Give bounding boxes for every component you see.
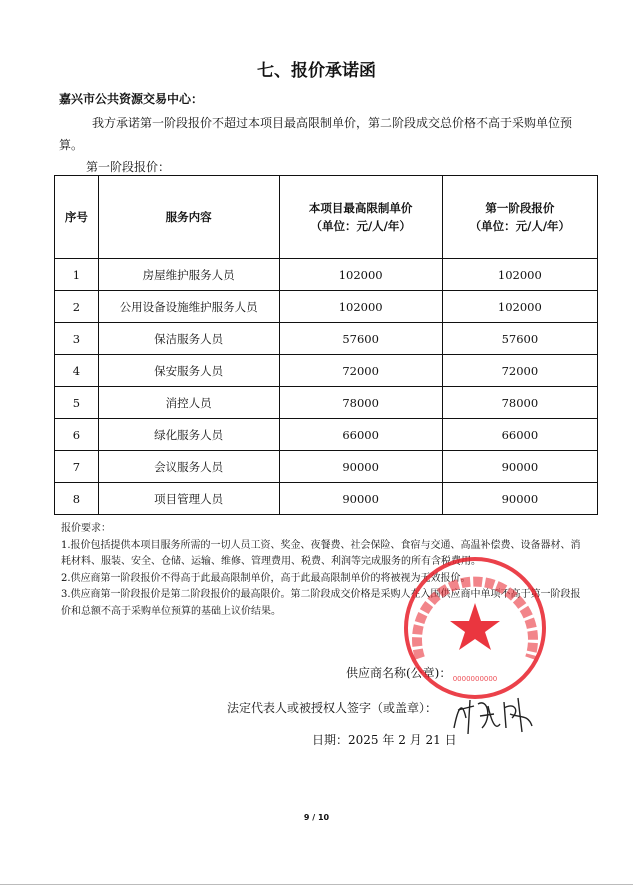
header-quote-line1: 第一阶段报价 [485,201,555,215]
date-month-unit: 月 [409,733,422,747]
svg-text:0000000000: 0000000000 [452,675,498,683]
cell-service: 公用设备设施维护服务人员 [98,291,279,323]
cell-service: 绿化服务人员 [98,419,279,451]
cell-service: 项目管理人员 [98,483,279,515]
cell-quote: 72000 [442,355,597,387]
handwritten-signature [448,688,538,740]
bottom-divider [0,884,633,885]
representative-label: 法定代表人或被授权人签字（或盖章）： [227,701,438,715]
table-row [55,355,598,387]
date-month: 2 [398,733,406,747]
cell-max: 102000 [279,291,442,323]
cell-quote: 57600 [442,323,597,355]
notes-heading: 报价要求： [61,523,111,534]
header-quote [442,176,597,259]
note-item: 1.报价包括提供本项目服务所需的一切人员工资、奖金、夜餐费、社会保险、食宿与交通、高温补偿费、设备器材、消耗材料、服装、安全、仓储、运输、维修、管理费用、税费、利润等完成服务的所有含税费用。 [61,539,581,567]
cell-no: 8 [55,483,99,515]
date-label: 日期： [312,733,349,747]
cell-quote: 102000 [442,259,597,291]
cell-quote: 78000 [442,387,597,419]
header-max-price [279,176,442,259]
cell-service: 保洁服务人员 [98,323,279,355]
stage-label: 第一阶段报价： [86,160,171,174]
table-row [55,451,598,483]
table-row [55,291,598,323]
table-row [55,387,598,419]
commitment-paragraph: 我方承诺第一阶段报价不超过本项目最高限制单价，第二阶段成交总价格不高于采购单位预算。 [59,116,573,152]
header-quote-line2: （单位：元/人/年） [469,219,571,233]
cell-service: 会议服务人员 [98,451,279,483]
date-year: 2025 [348,733,379,747]
cell-max: 66000 [279,419,442,451]
company-seal [400,553,550,703]
cell-quote: 66000 [442,419,597,451]
cell-max: 102000 [279,259,442,291]
table-row [55,259,598,291]
date-year-unit: 年 [382,733,395,747]
cell-no: 1 [55,259,99,291]
table-row [55,419,598,451]
cell-max: 57600 [279,323,442,355]
header-max-price-line1: 本项目最高限制单价 [308,201,413,215]
cell-max: 72000 [279,355,442,387]
date-day-unit: 日 [444,733,457,747]
cell-quote: 90000 [442,483,597,515]
cell-quote: 102000 [442,291,597,323]
cell-service: 消控人员 [98,387,279,419]
header-max-price-line2: （单位：元/人/年） [310,219,411,233]
cell-no: 7 [55,451,99,483]
cell-no: 2 [55,291,99,323]
header-service: 服务内容 [98,176,279,259]
quote-table [54,175,598,515]
note-item: 3.供应商第一阶段报价是第二阶段报价的最高限价。第二阶段成交价格是采购人在入围供应商中单项不高于第一阶段报价和总额不高于采购单位预算的基础上议价结果。 [61,589,581,617]
cell-max: 90000 [279,483,442,515]
date-day: 21 [425,733,441,747]
cell-no: 4 [55,355,99,387]
table-header-row [55,176,598,259]
page-title: 七、报价承诺函 [257,61,376,81]
cell-quote: 90000 [442,451,597,483]
date-line [312,731,457,748]
cell-no: 6 [55,419,99,451]
cell-max: 90000 [279,451,442,483]
table-row [55,483,598,515]
note-item: 2.供应商第一阶段报价不得高于此最高限制单价，高于此最高限制单价的将被视为无效报价。 [61,572,471,584]
addressee: 嘉兴市公共资源交易中心： [59,92,204,106]
cell-no: 3 [55,323,99,355]
page-number: 9 / 10 [303,813,330,822]
cell-no: 5 [55,387,99,419]
header-no: 序号 [55,176,99,259]
cell-max: 78000 [279,387,442,419]
cell-service: 房屋维护服务人员 [98,259,279,291]
table-row [55,323,598,355]
cell-service: 保安服务人员 [98,355,279,387]
supplier-name-label: 供应商名称(公章)： [346,666,452,680]
